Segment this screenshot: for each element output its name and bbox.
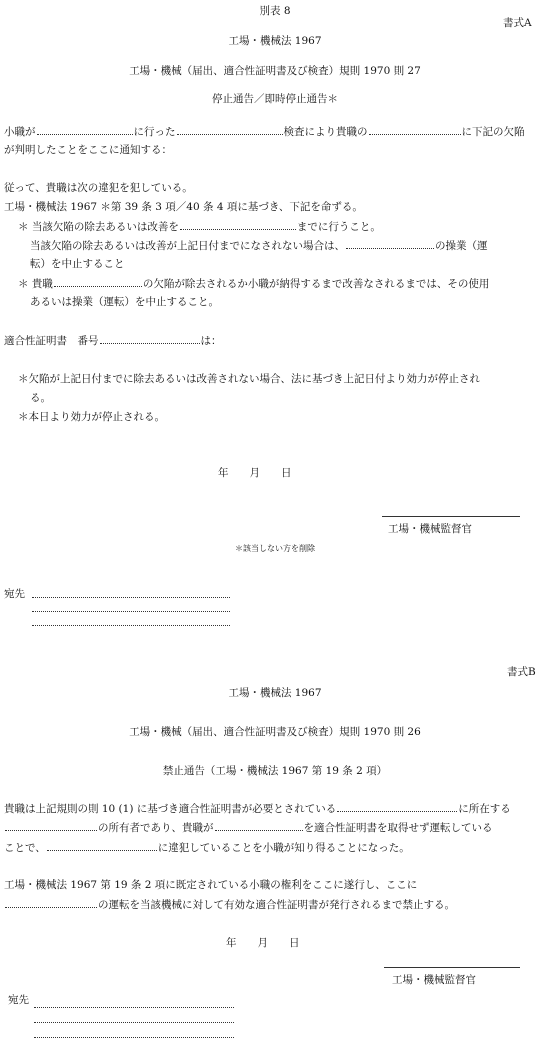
address-line [32, 625, 230, 626]
paragraph-1-line-1: 小職が に行った 検査により貴職の に下記の欠陥 [4, 126, 525, 138]
footnote: ＊該当しない方を削除 [235, 544, 315, 553]
item-2-line-2: あるいは操業（運転）を中止すること。 [30, 296, 219, 308]
paragraph-1-line-1: 貴職は上記規則の則 10 (1) に基づき適合性証明書が必要とされている に所在する [4, 803, 511, 815]
signatory-title: 工場・機械監督官 [392, 974, 476, 986]
blank-field [54, 278, 142, 287]
address-line [34, 1037, 234, 1038]
paragraph-2-line-2: 工場・機械法 1967 ＊第 39 条 3 項／40 条 4 項に基づき、下記を命ずる。 [4, 201, 363, 213]
addressee-label: 宛先 [4, 588, 25, 600]
effect-option-1-line-1: ＊欠陥が上記日付までに除去あるいは改善されない場合、法に基づき上記日付より効力が停止され [18, 373, 480, 385]
table-number: 別表 8 [259, 5, 291, 17]
blank-field [37, 126, 133, 135]
effect-option-1-line-2: る。 [30, 392, 51, 404]
blank-field [100, 335, 200, 344]
item-1-line-2: 当該欠陥の除去あるいは改善が上記日付までになされない場合は、 の操業（運 [30, 240, 488, 252]
address-line [32, 597, 230, 598]
certificate-number-line: 適合性証明書 番号 は： [4, 335, 222, 347]
date-field: 年 月 日 [226, 937, 300, 949]
blank-field [346, 240, 434, 249]
blank-field [177, 126, 283, 135]
act-title: 工場・機械法 1967 [228, 35, 322, 47]
blank-field [180, 221, 296, 230]
paragraph-1-line-2: が判明したことをここに通知する： [4, 144, 172, 156]
signatory-title: 工場・機械監督官 [388, 523, 472, 535]
item-2-line-1: ＊ 貴職 の欠陥が除去されるか小職が納得するまで改善なされるまでは、その使用 [18, 278, 490, 290]
paragraph-2-line-1: 従って、貴職は次の違犯を犯している。 [4, 182, 193, 194]
blank-field [5, 899, 97, 908]
paragraph-2-line-1: 工場・機械法 1967 第 19 条 2 項に既定されている小職の権利をここに遂行し、ここに [4, 879, 418, 891]
notice-title: 禁止通告（工場・機械法 1967 第 19 条 2 項） [162, 765, 388, 777]
item-1-line-3: 転）を中止すること [30, 258, 125, 270]
blank-field [337, 803, 457, 812]
blank-field [47, 842, 157, 851]
blank-field [369, 126, 461, 135]
regulation-title: 工場・機械（届出、適合性証明書及び検査）規則 1970 則 27 [129, 65, 421, 77]
paragraph-2-line-2: の運転を当該機械に対して有効な適合性証明書が発行されるまで禁止する。 [4, 899, 455, 911]
effect-option-2: ＊本日より効力が停止される。 [18, 411, 165, 423]
blank-field [5, 822, 97, 831]
address-line [34, 1007, 234, 1008]
act-title: 工場・機械法 1967 [228, 687, 322, 699]
paragraph-1-line-2: の所有者であり、貴職が を適合性証明書を取得せず運転している [4, 822, 493, 834]
signature-line [384, 967, 520, 968]
blank-field [215, 822, 303, 831]
address-line [32, 611, 230, 612]
addressee-label: 宛先 [8, 994, 29, 1006]
regulation-title: 工場・機械（届出、適合性証明書及び検査）規則 1970 則 26 [129, 726, 421, 738]
form-b-label: 書式B [507, 666, 536, 678]
item-1-line-1: ＊ 当該欠陥の除去あるいは改善を までに行うこと。 [18, 221, 381, 233]
paragraph-1-line-3: ことで、 に違犯していることを小職が知り得ることになった。 [4, 842, 410, 854]
date-field: 年 月 日 [218, 467, 292, 479]
address-line [34, 1022, 234, 1023]
signature-line [382, 516, 520, 517]
notice-title: 停止通告／即時停止通告＊ [212, 93, 338, 105]
form-a-label: 書式A [503, 17, 532, 29]
